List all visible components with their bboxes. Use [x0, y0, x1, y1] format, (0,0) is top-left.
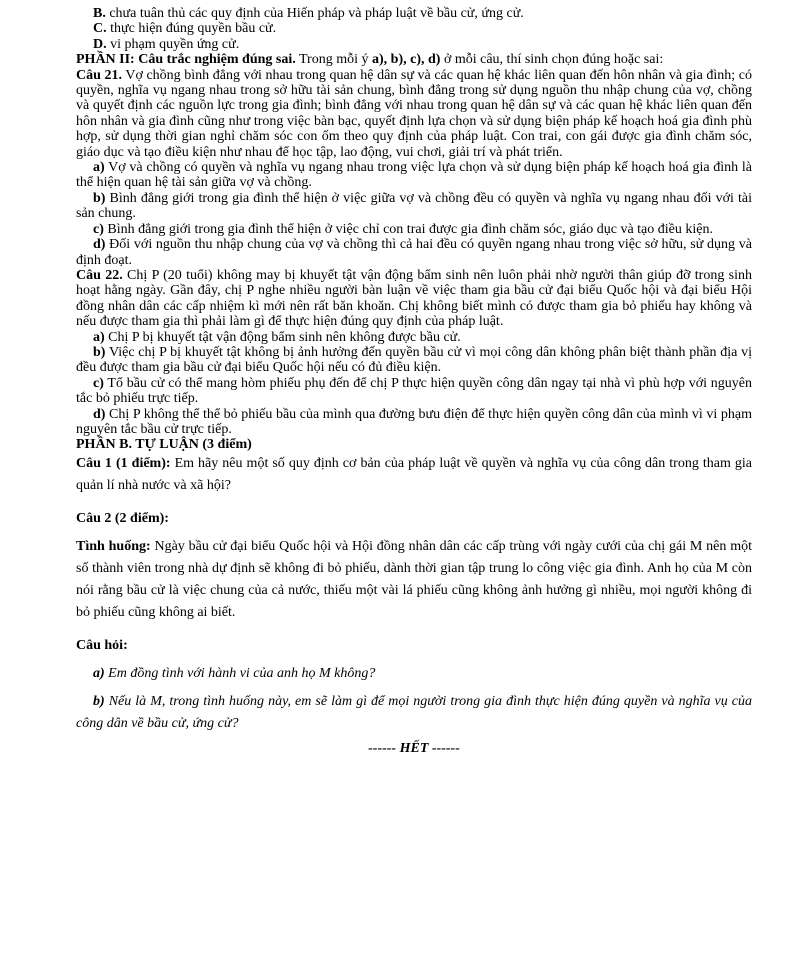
- q21-item-b: b) Bình đẳng giới trong gia đình thể hiện ở việc giữa vợ và chồng đều có quyền và nghĩa vụ ngang nhau đối với tài sản chung.: [76, 190, 752, 222]
- q22-item-a: a) Chị P bị khuyết tật vận động bẩm sinh nên không được bầu cử.: [93, 329, 461, 345]
- question-22: [76, 268, 752, 437]
- sub-question-a: a) Em đồng tình với hành vi của anh họ M không?: [93, 665, 376, 681]
- q21-item-c: c) Bình đẳng giới trong gia đình thể hiện ở việc chỉ con trai được gia đình chăm sóc, giáo dục và tạo điều kiện.: [93, 221, 713, 237]
- essay-question-2-label: Câu 2 (2 điểm):: [76, 510, 169, 526]
- option-d: D. vi phạm quyền ứng cử.: [93, 36, 240, 52]
- q21-stem: Câu 21. Vợ chồng bình đẳng với nhau trong quan hệ dân sự và các quan hệ khác liên quan đến hôn nhân và gia đình; có quyền, nghĩa vụ ngang nhau trong sở hữu tài sản chung, bình đẳng trong sử dụng nguồn thu nhập chung của vợ, chồng và quyết định các nguồn lực trong gia đình; bình đẳng với nhau trong quan hệ dân sự và các quan hệ khác liên quan đến hôn nhân và gia đình cũng như trong việc bàn bạc, quyết định lựa chọn và sử dụng biện pháp kế hoạch hoá gia đình phù hợp, sử dụng thời gian nghỉ chăm sóc con ốm theo quy định của pháp luật. Con trai, con gái được gia đình chăm sóc, giáo dục và tạo điều kiện như nhau để học tập, lao động, vui chơi, giải trí và phát triển.: [76, 67, 752, 160]
- essay-question-1: Câu 1 (1 điểm): Em hãy nêu một số quy định cơ bản của pháp luật về quyền và nghĩa vụ của công dân trong tham gia quản lí nhà nước và xã hội?: [76, 455, 753, 493]
- exam-page: [76, 6, 752, 756]
- q22-item-c: c) Tổ bầu cử có thể mang hòm phiếu phụ đến để chị P thực hiện quyền công dân ngay tại nhà vì phù hợp với nguyên tắc bỏ phiếu trực tiếp.: [76, 375, 752, 407]
- q22-item-b: b) Việc chị P bị khuyết tật không bị ảnh hưởng đến quyền bầu cử vì mọi công dân không phân biệt thành phần địa vị đều được tham gia bầu cử đại biểu Quốc hội nếu có đủ điều kiện.: [76, 344, 752, 376]
- end-mark: ------ HẾT ------: [368, 740, 460, 756]
- q21-item-a: a) Vợ và chồng có quyền và nghĩa vụ ngang nhau trong việc lựa chọn và sử dụng biện pháp kế hoạch hoá gia đình là thể hiện quan hệ tài sản giữa vợ và chồng.: [76, 160, 752, 191]
- part2-heading: PHẦN II: Câu trắc nghiệm đúng sai. Trong mỗi ý a), b), c), d) ở mỗi câu, thí sinh chọn đúng hoặc sai:: [76, 52, 664, 68]
- situation-paragraph: Tình huống: Ngày bầu cử đại biểu Quốc hội và Hội đồng nhân dân các cấp trùng với ngày cưới của chị gái M nên một số thành viên trong nhà dự định sẽ không đi bỏ phiếu, dành thời gian tập trung lo công việc gia đình. Anh họ của M còn nói rằng bầu cử là việc chung của cả nước, thiếu một vài lá phiếu cũng không ảnh hưởng gì nhiều, mọi người không đi bỏ phiếu cũng không ai biết.: [76, 538, 752, 620]
- sub-question-b: b) Nếu là M, trong tình huống này, em sẽ làm gì để mọi người trong gia đình thực hiện đúng quyền và nghĩa vụ của công dân về bầu cử, ứng cử?: [76, 693, 752, 731]
- option-b: B. chưa tuân thủ các quy định của Hiến pháp và pháp luật về bầu cử, ứng cử.: [93, 6, 524, 21]
- question-21: [76, 68, 752, 268]
- partB-body: [76, 453, 752, 735]
- q22-item-d: d) Chị P không thể thể bỏ phiếu bầu của mình qua đường bưu điện để thực hiện quyền công dân của mình vì vi phạm nguyên tắc bầu cử trực tiếp.: [76, 406, 752, 437]
- top-options: [76, 6, 752, 52]
- partB-heading: PHẦN B. TỰ LUẬN (3 điểm): [76, 437, 252, 453]
- q21-item-d: d) Đối với nguồn thu nhập chung của vợ và chồng thì cả hai đều có quyền ngang nhau trong việc sở hữu, sử dụng và định đoạt.: [76, 237, 752, 268]
- option-c: C. thực hiện đúng quyền bầu cử.: [93, 21, 277, 37]
- q22-stem: Câu 22. Chị P (20 tuổi) không may bị khuyết tật vận động bẩm sinh nên luôn phải nhờ người thân giúp đỡ trong sinh hoạt hằng ngày. Gần đây, chị P nghe nhiều người bàn luận về việc tham gia bầu cử đại biểu Quốc hội và đại biểu Hội đồng nhân dân các cấp nhiệm kì mới nên rất băn khoăn. Chị không biết mình có được tham gia bỏ phiếu hay không và nếu được tham gia thì phải làm gì để thực hiện đúng quy định của pháp luật.: [76, 267, 752, 330]
- questions-label: Câu hỏi:: [76, 637, 128, 653]
